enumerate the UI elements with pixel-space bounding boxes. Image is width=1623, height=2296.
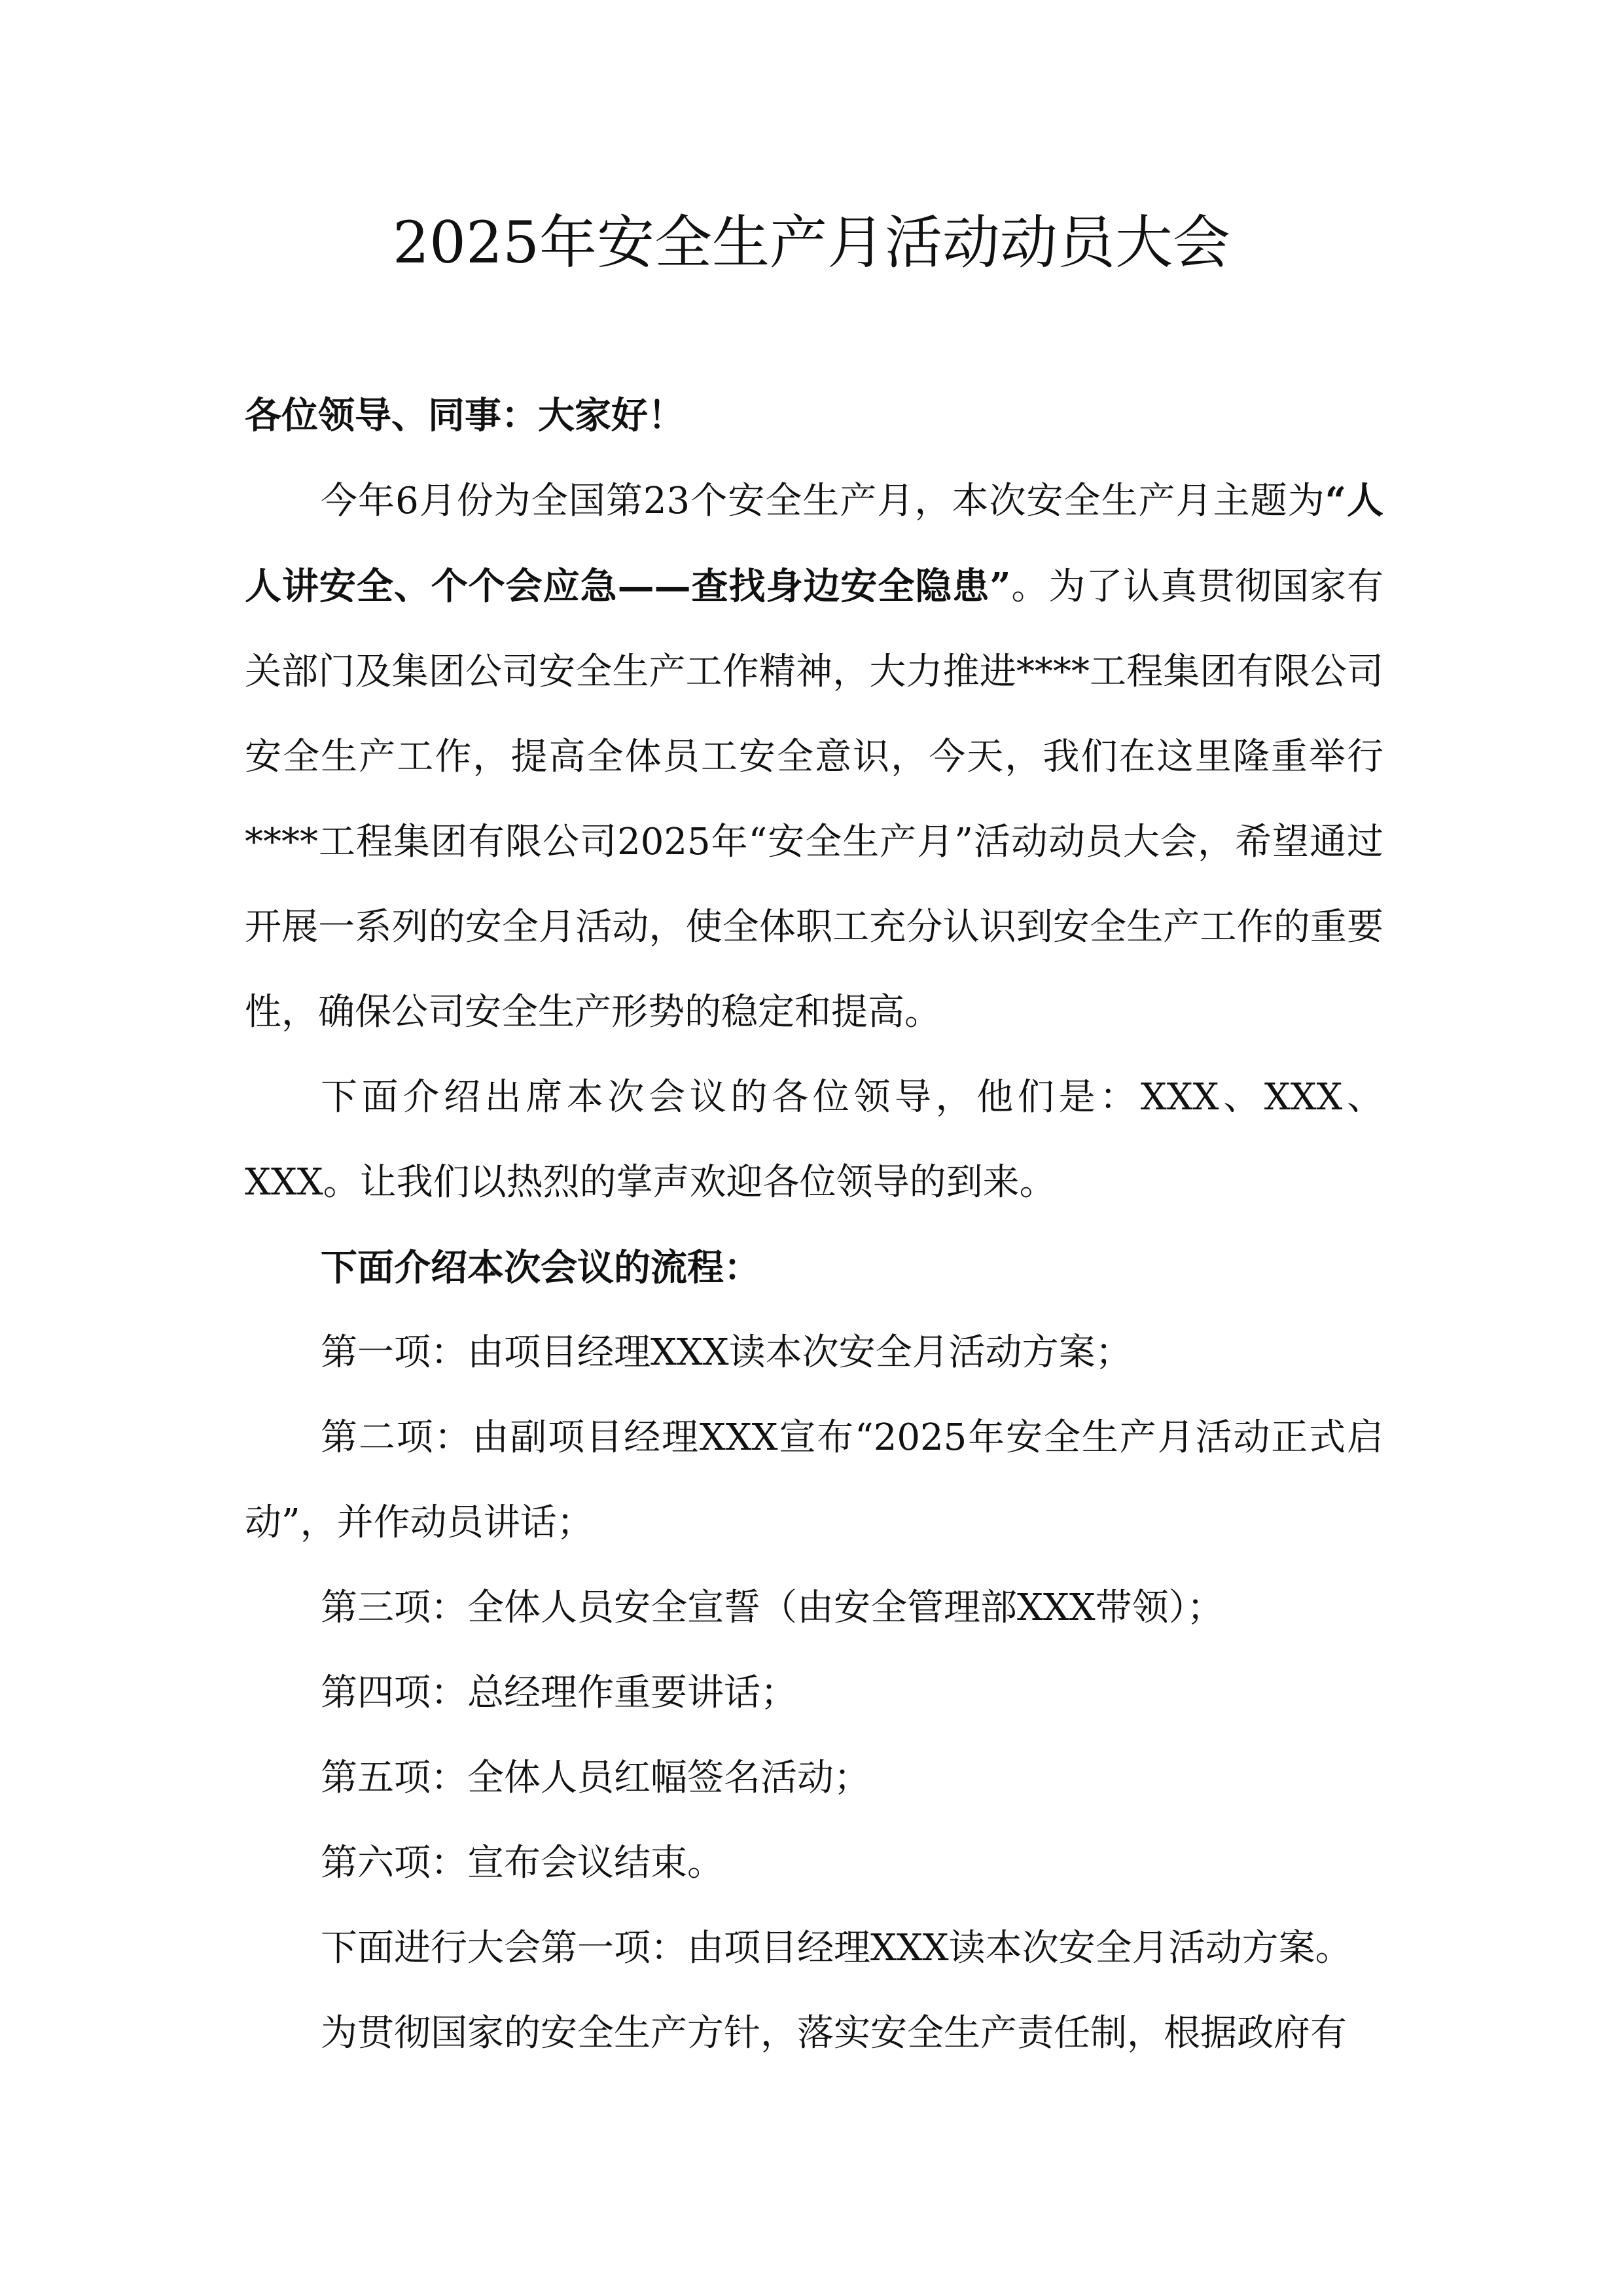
agenda-item: 第一项：由项目经理XXX读本次安全月活动方案； [321, 1331, 1132, 1374]
intro-lead: 今年6月份为全国第23个安全生产月，本次安全生产月主题为 [321, 480, 1325, 522]
greeting: 各位领导、同事：大家好！ [245, 394, 685, 437]
paragraph-first-item: 下面进行大会第一项：由项目经理XXX读本次安全月活动方案。 [321, 1927, 1352, 1969]
agenda-heading: 下面介绍本次会议的流程： [321, 1246, 760, 1289]
paragraph-plan-start: 为贯彻国家的安全生产方针，落实安全生产责任制，根据政府有 [321, 2012, 1347, 2054]
document-body [245, 373, 1383, 2076]
campaign-theme: “人人讲安全、个个会应急——查找身边安全隐患” [245, 479, 1383, 608]
agenda-item: 第二项：由副项目经理XXX宣布“2025年安全生产月活动正式启动”，并作动员讲话； [245, 1416, 1383, 1544]
document-title: 2025年安全生产月活动动员大会 [393, 209, 1230, 276]
paragraph-leaders: 下面介绍出席本次会议的各位领导，他们是：XXX、XXX、XXX。让我们以热烈的掌声欢迎各位领导的到来。 [245, 1076, 1383, 1204]
paragraph-intro [245, 458, 1383, 1055]
intro-rest: 。为了认真贯彻国家有关部门及集团公司安全生产工作精神，大力推进****工程集团有限公司安全生产工作，提高全体员工安全意识，今天，我们在这里隆重举行****工程集团有限公司2025年“安全生产月”活动动员大会，希望通过开展一系列的安全月活动，使全体职工充分认识到安全生产工作的重要性，确保公司安全生产形势的稳定和提高。 [245, 565, 1384, 1033]
agenda-item: 第六项：宣布会议结束。 [321, 1842, 724, 1884]
agenda-item: 第五项：全体人员红幅签名活动； [321, 1757, 870, 1799]
agenda-item: 第四项：总经理作重要讲话； [321, 1672, 797, 1714]
agenda-item: 第三项：全体人员安全宣誓（由安全管理部XXX带领）； [321, 1587, 1224, 1629]
